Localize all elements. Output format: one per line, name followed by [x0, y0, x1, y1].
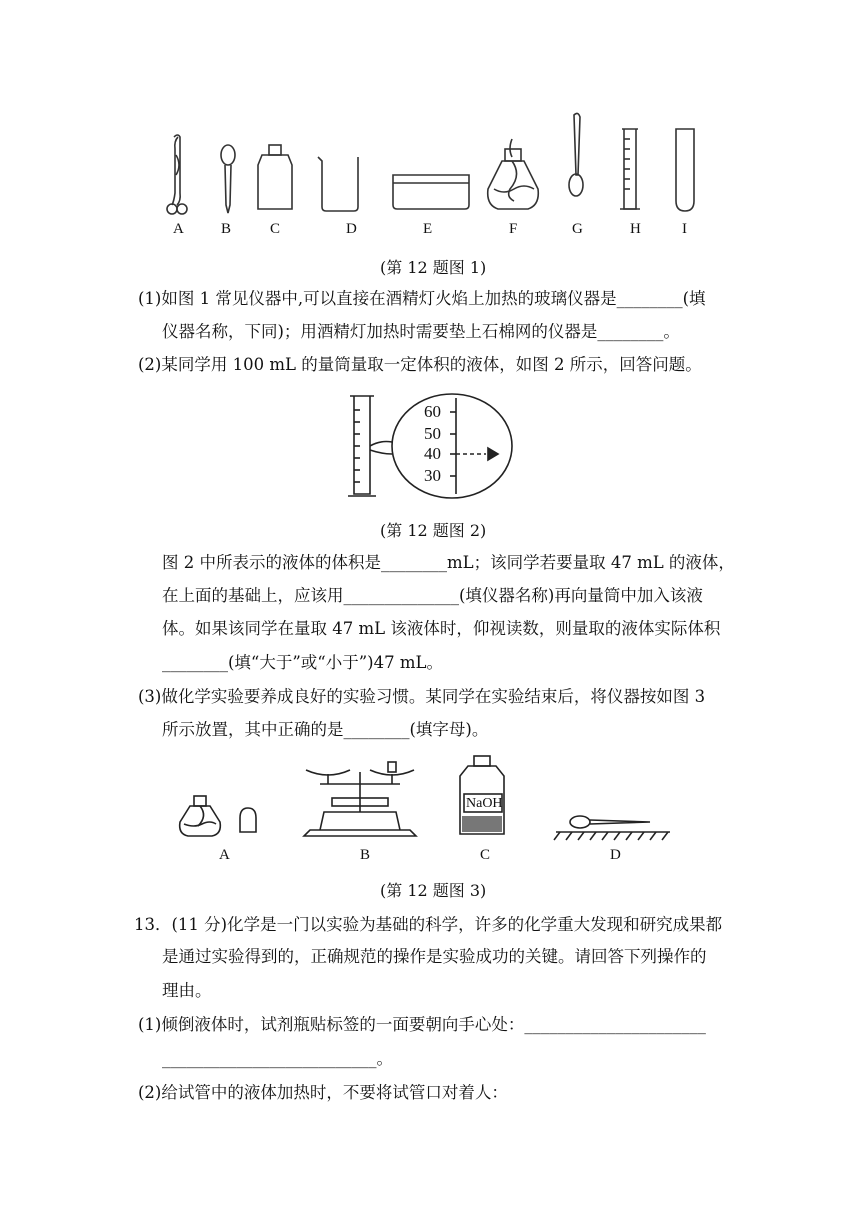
dropper-drawing	[221, 145, 235, 213]
fig2-scale-30: 30	[424, 466, 441, 485]
q13-line3: 理由。	[162, 981, 212, 1000]
evaporating-dish-drawing	[393, 175, 469, 209]
q12-p1-line1: (1)如图 1 常见仪器中,可以直接在酒精灯火焰上加热的玻璃仪器是________(填	[138, 289, 706, 308]
fig2-scale-50: 50	[424, 424, 441, 443]
fig2-scale-60: 60	[424, 402, 441, 421]
q13-s1-line2: __________________________。	[162, 1049, 393, 1068]
fig2-caption: (第 12 题图 2)	[380, 521, 487, 540]
q12-p2-after2: 在上面的基础上，应该用______________(填仪器名称)再向量筒中加入该液	[162, 586, 703, 605]
test-tube-drawing	[676, 129, 694, 211]
fig1-label-i: I	[682, 221, 687, 237]
reagent-bottle-drawing	[258, 145, 292, 209]
fig1-label-e: E	[423, 221, 433, 237]
lamp-and-cap-drawing	[180, 796, 256, 836]
q13-line2: 是通过实验得到的，正确规范的操作是实验成功的关键。请回答下列操作的	[162, 947, 707, 966]
balance-drawing	[304, 762, 416, 836]
fig1-label-f: F	[509, 221, 518, 237]
q12-p3-line1: (3)做化学实验要养成良好的实验习惯。某同学在实验结束后，将仪器按如图 3	[138, 687, 706, 706]
q13-s2: (2)给试管中的液体加热时，不要将试管口对着人：	[138, 1083, 508, 1102]
fig1-label-c: C	[270, 221, 281, 237]
q13-line1: 13．(11 分)化学是一门以实验为基础的科学，许多的化学重大发现和研究成果都	[134, 915, 723, 934]
naoh-label: NaOH	[466, 796, 503, 811]
q13-s1-line1: (1)倾倒液体时，试剂瓶贴标签的一面要朝向手心处：______________________	[138, 1015, 706, 1034]
fig3-label-a: A	[219, 847, 230, 863]
medicine-spoon-drawing	[569, 113, 583, 196]
fig1-caption: (第 12 题图 1)	[380, 258, 487, 277]
fig1-label-g: G	[572, 221, 583, 237]
fig1-label-h: H	[630, 221, 641, 237]
graduated-cylinder-drawing	[620, 129, 640, 209]
beaker-drawing	[318, 157, 358, 211]
fig1-label-a: A	[173, 221, 184, 237]
fig3-label-c: C	[480, 847, 491, 863]
fig3-label-b: B	[360, 847, 371, 863]
q12-p2-after3: 体。如果该同学在量取 47 mL 该液体时，仰视读数，则量取的液体实际体积	[162, 619, 721, 638]
crucible-tongs-drawing	[167, 135, 187, 214]
fig3-label-d: D	[610, 847, 621, 863]
q12-p3-line2: 所示放置，其中正确的是________(填字母)。	[162, 720, 489, 739]
fig3-caption: (第 12 题图 3)	[380, 881, 487, 900]
q12-p1-line2: 仪器名称，下同)；用酒精灯加热时需要垫上石棉网的仪器是________。	[162, 322, 680, 341]
alcohol-lamp-drawing	[488, 139, 539, 209]
dropper-on-table-drawing	[554, 816, 670, 840]
fig1-label-b: B	[221, 221, 232, 237]
q12-p2-line1: (2)某同学用 100 mL 的量筒量取一定体积的液体，如图 2 所示，回答问题。	[138, 355, 702, 374]
figure-3-placement	[160, 750, 680, 850]
q12-p2-after1: 图 2 中所表示的液体的体积是________mL；该同学若要量取 47 mL 的液体，	[162, 553, 735, 572]
fig2-scale-40: 40	[424, 444, 441, 463]
q12-p2-after4: ________(填“大于”或“小于”)47 mL。	[162, 653, 443, 672]
fig1-label-d: D	[346, 221, 357, 237]
naoh-bottle-drawing	[460, 756, 504, 834]
